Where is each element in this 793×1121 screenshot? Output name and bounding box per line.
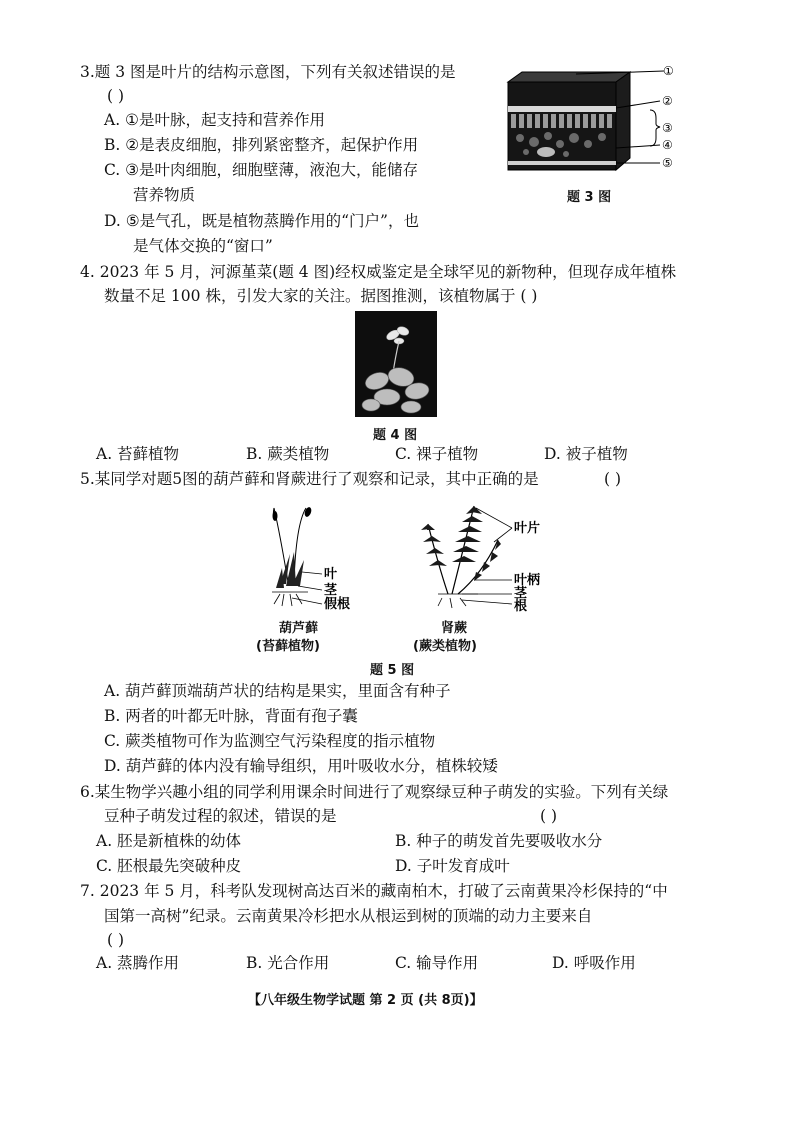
q5-stem: 5.某同学对题5图的葫芦藓和肾蕨进行了观察和记录，其中正确的是 — [80, 470, 539, 488]
q3-option-c-line2: 营养物质 — [133, 186, 196, 204]
fern-label-root: 根 — [514, 599, 528, 614]
q4-figure-caption: 题 4 图 — [373, 428, 418, 443]
fern-label-petiole: 叶柄 — [514, 573, 541, 588]
q4-stem-line2: 数量不足 100 株，引发大家的关注。据图推测，该植物属于 ( ) — [104, 287, 538, 305]
moss-group: (苔藓植物) — [256, 639, 320, 654]
q6-option-a: A. 胚是新植株的幼体 — [96, 832, 242, 850]
q3-option-c-line1: C. ③是叶肉细胞，细胞壁薄，液泡大，能储存 — [104, 161, 419, 179]
q6-stem-line1: 6.某生物学兴趣小组的同学利用课余时间进行了观察绿豆种子萌发的实验。下列有关绿 — [80, 783, 669, 801]
q4-option-a: A. 苔藓植物 — [96, 445, 180, 463]
fern-label-blade: 叶片 — [514, 521, 541, 536]
q3-option-d-line1: D. ⑤是气孔，既是植物蒸腾作用的“门户”，也 — [104, 212, 419, 230]
q7-stem-line1: 7. 2023 年 5 月，科考队发现树高达百米的藏南柏木，打破了云南黄果冷杉保持的“中 — [80, 882, 668, 900]
leaf-label-2: ② — [662, 94, 673, 108]
q3-figure-caption: 题 3 图 — [567, 190, 612, 205]
q5-figure-caption: 题 5 图 — [370, 663, 415, 678]
q6-option-c: C. 胚根最先突破种皮 — [96, 857, 242, 875]
q7-option-a: A. 蒸腾作用 — [96, 954, 180, 972]
q7-option-b: B. 光合作用 — [246, 954, 330, 972]
leaf-label-1: ① — [663, 64, 674, 78]
fern-group: (蕨类植物) — [413, 639, 477, 654]
leaf-structure-figure — [500, 60, 690, 186]
violet-photo-figure — [355, 311, 437, 417]
q7-option-c: C. 输导作用 — [395, 954, 479, 972]
q3-answer-paren: ( ) — [107, 87, 125, 105]
q5-option-c: C. 蕨类植物可作为监测空气污染程度的指示植物 — [104, 732, 436, 750]
q3-option-a: A. ①是叶脉，起支持和营养作用 — [104, 111, 325, 129]
q6-option-b: B. 种子的萌发首先要吸收水分 — [395, 832, 603, 850]
q3-option-b: B. ②是表皮细胞，排列紧密整齐，起保护作用 — [104, 136, 419, 154]
q5-option-b: B. 两者的叶都无叶脉，背面有孢子囊 — [104, 707, 358, 725]
q4-option-d: D. 被子植物 — [544, 445, 628, 463]
fern-label-stem: 茎 — [514, 586, 528, 601]
leaf-label-3: ③ — [662, 121, 673, 135]
q4-option-b: B. 蕨类植物 — [246, 445, 330, 463]
q5-answer-paren: ( ) — [604, 470, 622, 488]
leaf-label-5: ⑤ — [662, 156, 673, 170]
q4-option-c: C. 裸子植物 — [395, 445, 479, 463]
q4-stem-line1: 4. 2023 年 5 月，河源堇菜(题 4 图)经权威鉴定是全球罕见的新物种，但现存成年植株 — [80, 263, 677, 281]
moss-fern-figure — [262, 494, 552, 618]
q6-option-d: D. 子叶发育成叶 — [395, 857, 510, 875]
moss-label-leaf: 叶 — [324, 567, 338, 582]
q7-answer-paren: ( ) — [107, 931, 125, 949]
moss-name: 葫芦藓 — [279, 621, 319, 636]
q3-option-d-line2: 是气体交换的“窗口” — [133, 237, 273, 255]
q6-stem-line2: 豆种子萌发过程的叙述，错误的是 — [104, 807, 337, 825]
q7-option-d: D. 呼吸作用 — [552, 954, 636, 972]
moss-label-rhizoid: 假根 — [324, 597, 351, 612]
q3-stem: 3.题 3 图是叶片的结构示意图，下列有关叙述错误的是 — [80, 63, 456, 81]
leaf-label-4: ④ — [662, 138, 673, 152]
page-footer: 【八年级生物学试题 第 2 页 (共 8页)】 — [248, 993, 483, 1008]
q6-answer-paren: ( ) — [540, 807, 558, 825]
moss-label-stem: 茎 — [324, 583, 338, 598]
q7-stem-line2: 国第一高树”纪录。云南黄果冷杉把水从根运到树的顶端的动力主要来自 — [104, 907, 593, 925]
q5-option-a: A. 葫芦藓顶端葫芦状的结构是果实，里面含有种子 — [104, 682, 451, 700]
q5-option-d: D. 葫芦藓的体内没有输导组织，用叶吸收水分，植株较矮 — [104, 757, 498, 775]
fern-name: 肾蕨 — [441, 621, 468, 636]
